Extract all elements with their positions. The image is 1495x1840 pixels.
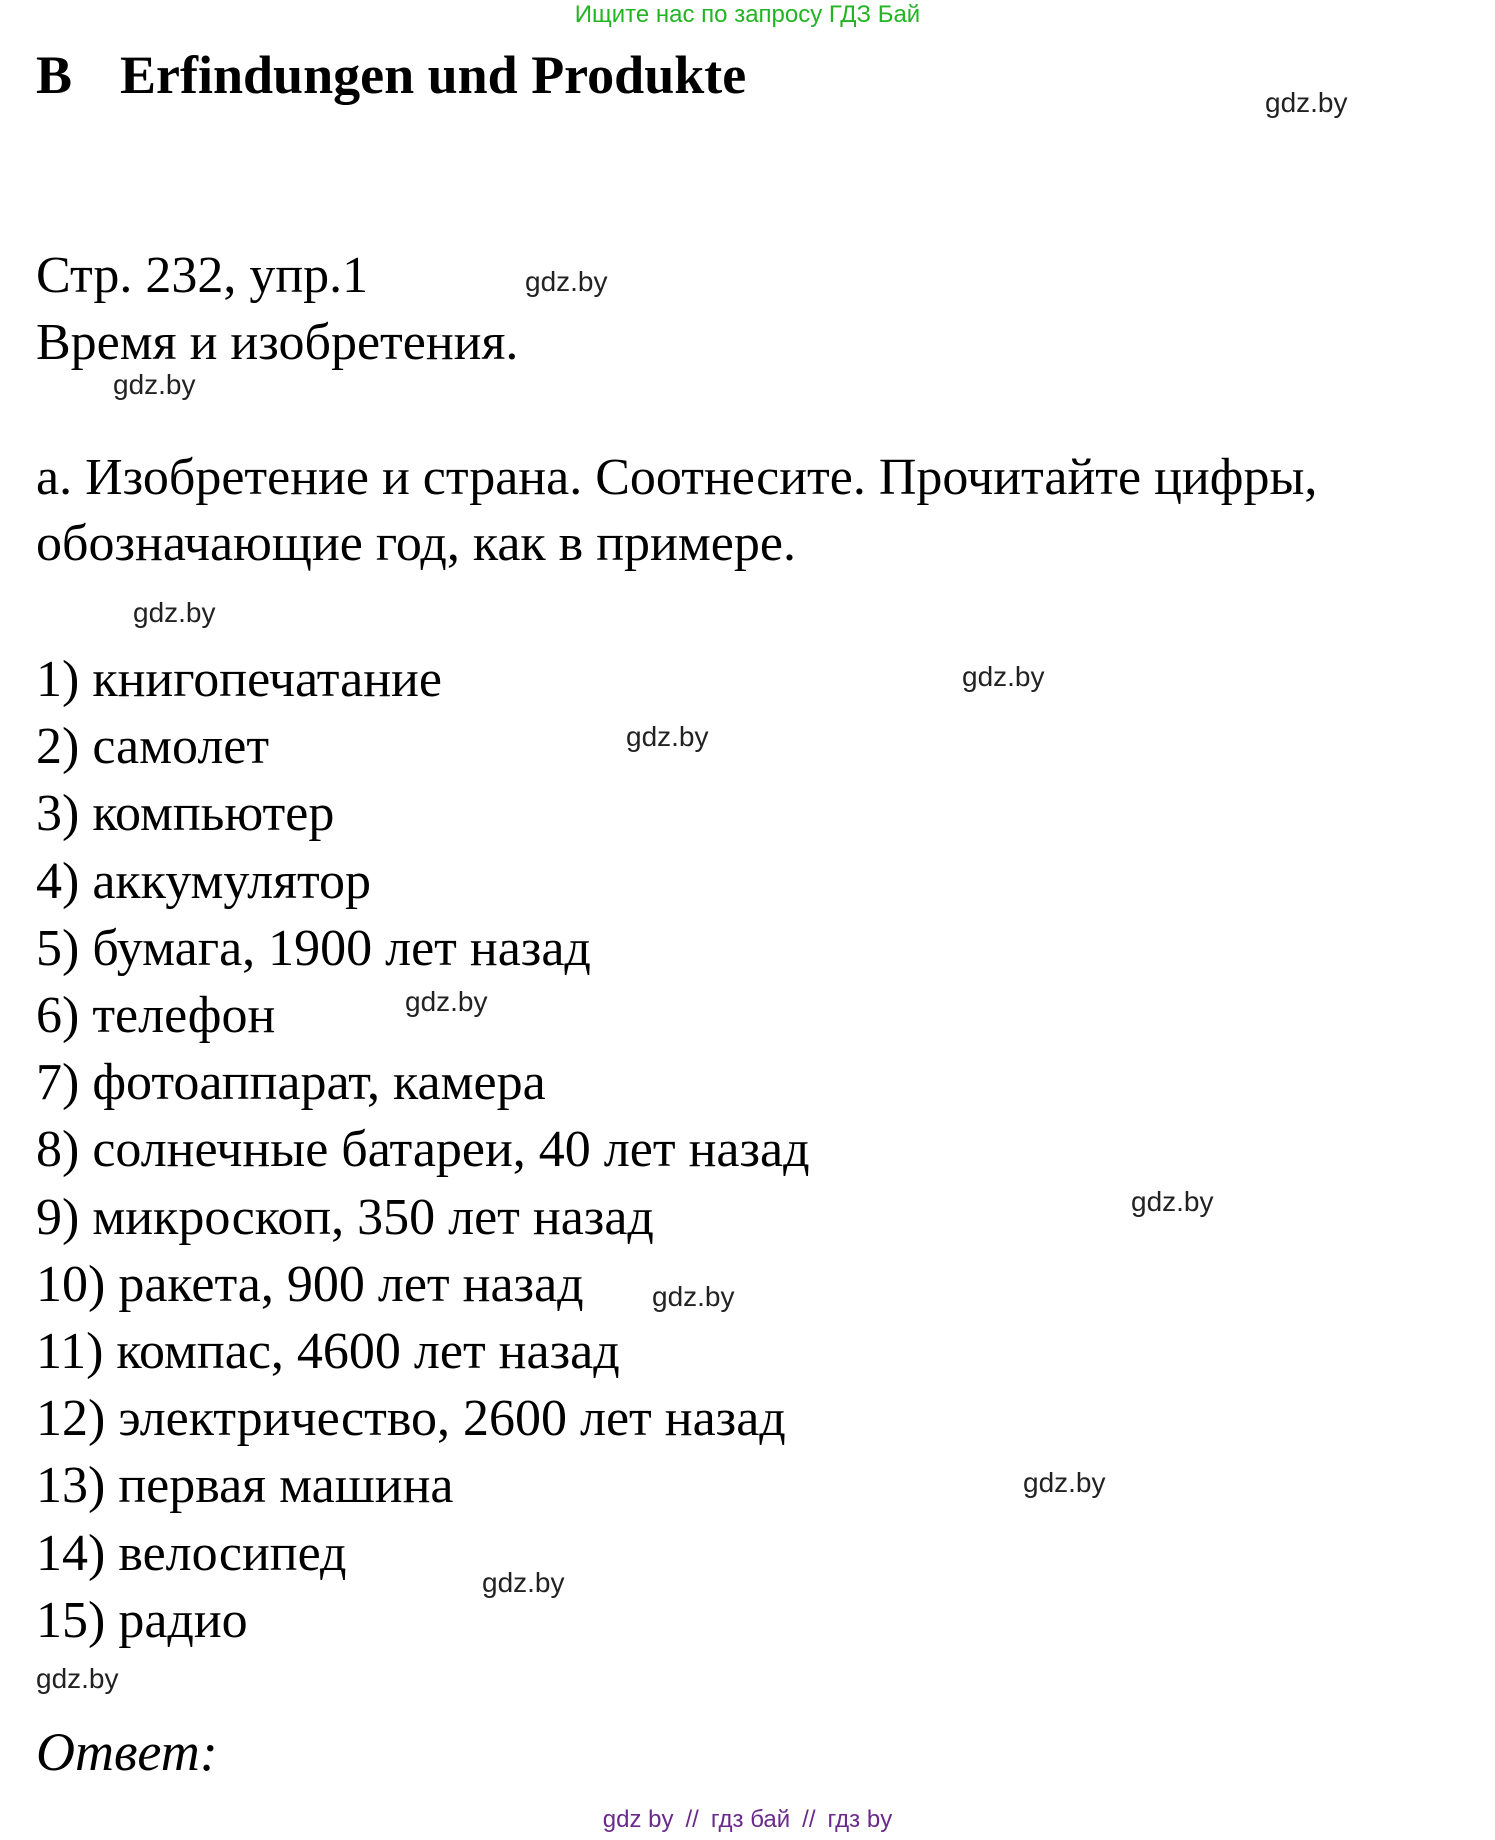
instruction-line: а. Изобретение и страна. Соотнесите. Прочитайте цифры,: [36, 449, 1318, 506]
footer-link[interactable]: gdz by: [602, 1806, 674, 1833]
exercise-subtitle: Время и изобретения.: [36, 314, 519, 371]
watermark: gdz.by: [525, 266, 608, 297]
watermark: gdz.by: [1023, 1467, 1106, 1498]
footer-link[interactable]: гдз бай: [710, 1806, 791, 1833]
inventions-list: [36, 646, 810, 1654]
watermark: gdz.by: [1265, 87, 1348, 118]
list-item: 14) велосипед: [36, 1524, 347, 1582]
exercise-instructions: [36, 445, 1317, 577]
instruction-line: обозначающие год, как в примере.: [36, 515, 796, 572]
page-reference: Стр. 232, упр.1: [36, 247, 369, 304]
watermark: gdz.by: [652, 1281, 735, 1312]
watermark: gdz.by: [962, 661, 1045, 692]
list-item: 9) микроскоп, 350 лет назад: [36, 1188, 654, 1246]
list-item: 4) аккумулятор: [36, 852, 372, 910]
watermark: gdz.by: [1131, 1186, 1214, 1217]
footer-separator: //: [685, 1806, 699, 1833]
list-item: 1) книгопечатание: [36, 651, 442, 708]
footer-links: [0, 1805, 1495, 1835]
top-banner[interactable]: Ищите нас по запросу ГДЗ Бай: [574, 1, 921, 28]
watermark: gdz.by: [405, 986, 488, 1017]
watermark: gdz.by: [133, 597, 216, 628]
watermark: gdz.by: [36, 1663, 119, 1694]
list-item: 11) компас, 4600 лет назад: [36, 1323, 620, 1381]
list-item: 2) самолет: [36, 718, 270, 776]
list-item: 10) ракета, 900 лет назад: [36, 1255, 584, 1313]
list-item: 5) бумага, 1900 лет назад: [36, 919, 591, 977]
section-letter: B: [36, 45, 73, 105]
watermark: gdz.by: [626, 721, 709, 752]
list-item: 3) компьютер: [36, 785, 335, 843]
list-item: 6) телефон: [36, 987, 276, 1045]
list-item: 12) электричество, 2600 лет назад: [36, 1390, 786, 1448]
section-title: Erfindungen und Produkte: [120, 45, 747, 105]
watermark: gdz.by: [113, 369, 196, 400]
list-item: 13) первая машина: [36, 1457, 454, 1515]
footer-separator: //: [802, 1806, 816, 1833]
list-item: 8) солнечные батареи, 40 лет назад: [36, 1121, 810, 1179]
section-heading: [36, 40, 746, 110]
watermark: gdz.by: [482, 1567, 565, 1598]
list-item: 7) фотоаппарат, камера: [36, 1054, 546, 1112]
answer-label: Ответ:: [36, 1722, 218, 1782]
footer-link[interactable]: гдз by: [827, 1806, 893, 1833]
list-item: 15) радио: [36, 1591, 248, 1649]
